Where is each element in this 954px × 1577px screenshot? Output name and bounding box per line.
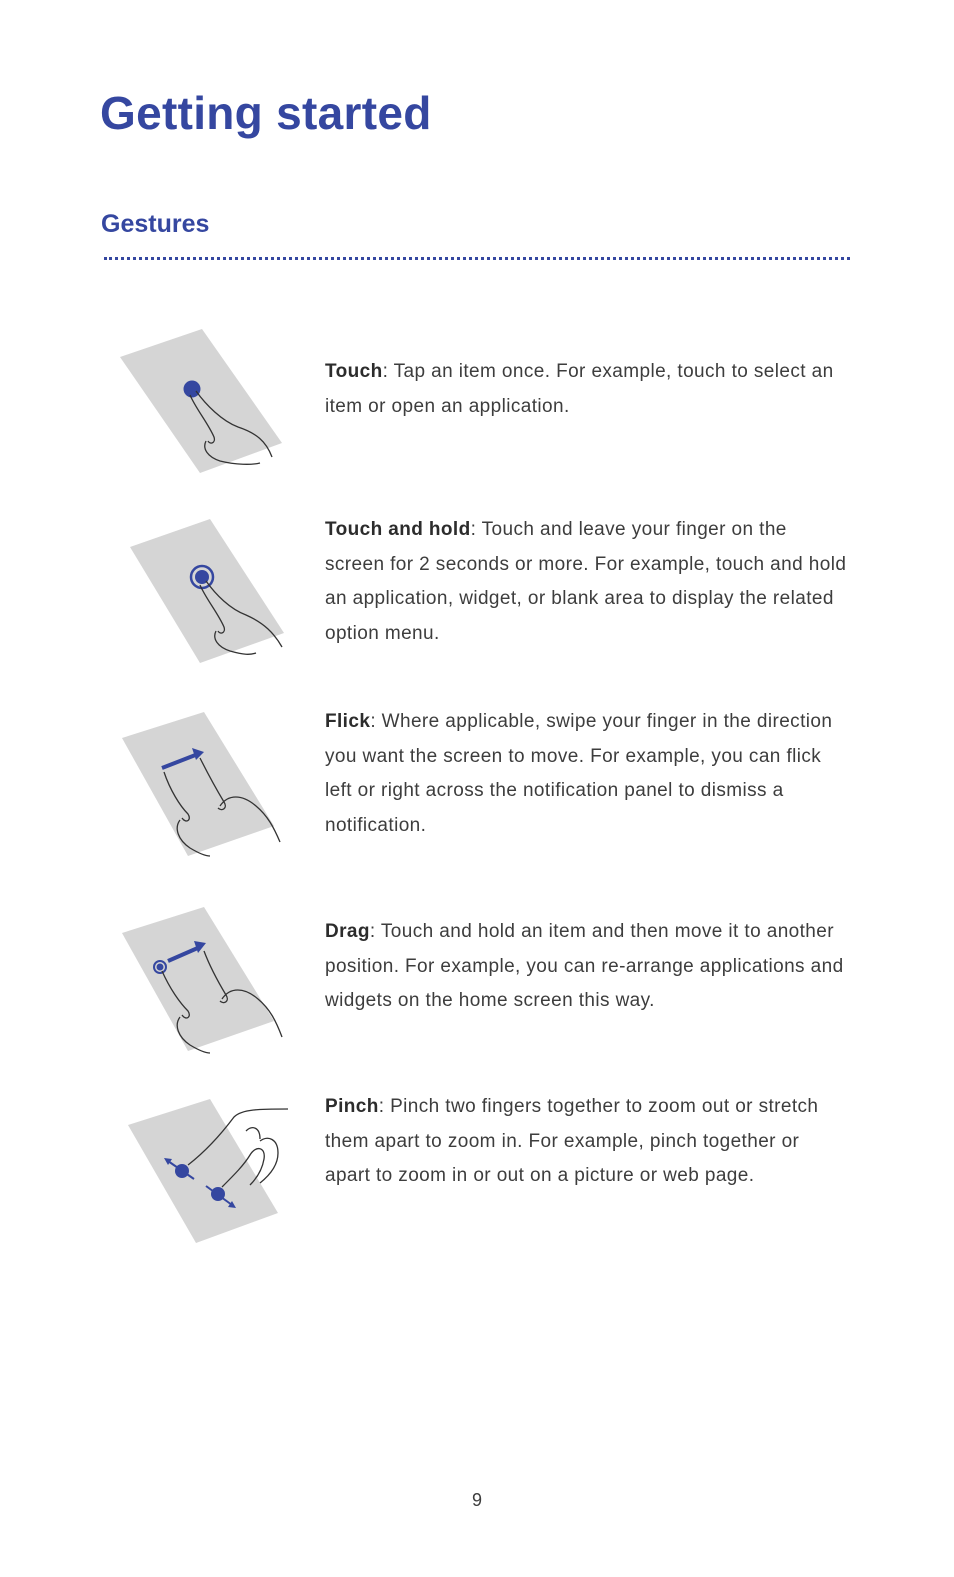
pinch-gesture-icon — [110, 1095, 300, 1255]
gesture-pinch-name: Pinch — [325, 1096, 379, 1117]
gesture-touch-and-hold-name: Touch and hold — [325, 519, 471, 540]
gesture-drag-name: Drag — [325, 921, 370, 942]
gesture-touch-name: Touch — [325, 361, 383, 382]
section-divider — [104, 257, 850, 260]
gesture-touch-and-hold-description: Touch and hold: Touch and leave your finger on the screen for 2 seconds or more. For example, touch and hold an application, widget, or blank area to display the related option menu. — [325, 519, 847, 644]
gesture-pinch-description: Pinch: Pinch two fingers together to zoom out or stretch them apart to zoom in. For example, pinch together or apart to zoom in or out on a picture or web page. — [325, 1096, 819, 1186]
gesture-touch-description: Touch: Tap an item once. For example, touch to select an item or open an application. — [325, 361, 834, 417]
drag-gesture-icon — [110, 905, 300, 1065]
gesture-flick-name: Flick — [325, 711, 371, 732]
flick-gesture-icon — [110, 710, 300, 870]
section-title: Gestures — [101, 210, 210, 238]
touch-and-hold-gesture-icon — [110, 515, 300, 675]
gesture-drag-description: Drag: Touch and hold an item and then move it to another position. For example, you can re-arrange applications and widgets on the home screen this way. — [325, 921, 844, 1011]
page-number: 9 — [471, 1490, 482, 1510]
touch-gesture-icon — [110, 325, 300, 485]
chapter-title: Getting started — [100, 87, 432, 139]
gesture-flick-description: Flick: Where applicable, swipe your finger in the direction you want the screen to move. For example, you can flick left or right across the notification panel to dismiss a notification. — [325, 711, 833, 836]
